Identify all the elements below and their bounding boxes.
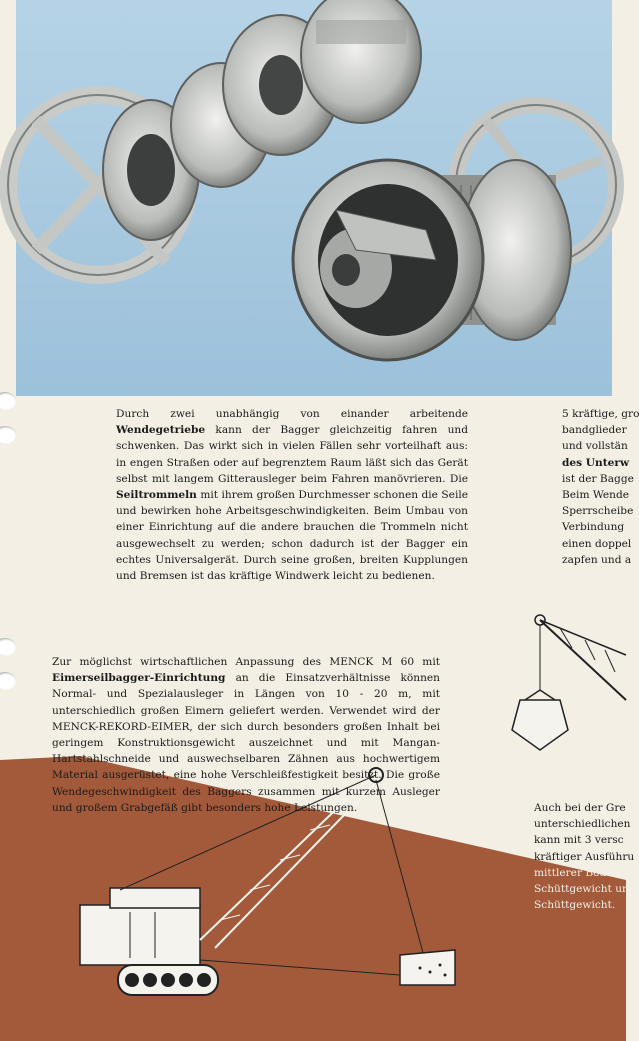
column-line: Schüttgewicht und xyxy=(534,883,636,896)
paragraph-text: an die Einsatzverhältnisse können Normal- und Spezialausleger in Längen von 10 - 20 m, mit unterschiedlich großen Eimern geliefert werden. Verwendet wird der MENCK-REKORD-EIMER, der sich durch besonders großen Inhalt bei geringem Konstruktionsgewicht auszeichnet und mit Mangan-Hartstahlschneide und auswechselbaren Zähnen aus hochwertigem Material ausgerüstet, eine hohe Verschleißfestigkeit besitzt. Die große Wendegeschwindigkeit des Baggers zusammen mit kurzem Ausleger und großem Grabgefäß gibt besonders hohe Leistungen. xyxy=(52,672,440,814)
column-line: unterschiedlichen xyxy=(534,818,631,831)
keyword-eimerseilbagger: Eimerseilbagger-Einrichtung xyxy=(52,672,226,685)
paragraph-text: kann der Bagger gleichzeitig fahren und schwenken. Das wirkt sich in vielen Fällen sehr vorteilhaft aus: in engen Straßen oder auf begrenztem Raum läßt sich das Gerät selbst mit langem Gitterausleger beim Fahren manövrieren. Die xyxy=(116,424,468,485)
keyword-wendegetriebe: Wendegetriebe xyxy=(116,424,206,437)
column-line: und vollstän xyxy=(562,440,628,453)
column-line: einen doppel xyxy=(562,537,632,550)
right-column-bottom xyxy=(534,800,636,920)
column-line: 5 kräftige, gro xyxy=(562,408,639,420)
column-line: mittlerer Böden, a xyxy=(534,866,633,879)
column-line: bandglieder xyxy=(562,424,627,437)
paragraph-text: mit ihrem großen Durchmesser schonen die Seile und bewirken hohe Arbeitsgeschwindigkeiten. Beim Umbau von einer Einrichtung auf die andere brauchen die Trommeln nicht ausgewechselt zu werden; schon dadurch ist der Bagger ein echtes Universalgerät. Durch seine großen, breiten Kupplungen und Bremsen ist das kräftige Windwerk leicht zu bedienen. xyxy=(116,489,468,583)
paragraph-text: Zur möglichst wirtschaftlichen Anpassung des MENCK M 60 mit xyxy=(52,656,440,668)
column-line: zapfen und a xyxy=(562,553,632,566)
column-line: kann mit 3 versc xyxy=(534,834,624,847)
column-line: Beim Wende xyxy=(562,489,630,502)
column-line: des Unterw xyxy=(562,456,630,469)
drive-description-paragraph xyxy=(116,406,468,584)
column-line: Auch bei der Gre xyxy=(534,802,626,814)
grab-crane-icon xyxy=(512,615,626,750)
right-column-top xyxy=(562,406,639,596)
column-line: Verbindung xyxy=(562,521,625,534)
bucket-description-paragraph xyxy=(52,654,440,816)
column-line: kräftiger Ausführu xyxy=(534,850,635,863)
column-line: ist der Bagge xyxy=(562,472,634,485)
paragraph-text: Durch zwei unabhängig von einander arbeitende xyxy=(116,408,468,420)
keyword-seiltrommeln: Seiltrommeln xyxy=(116,489,197,502)
column-line: Schüttgewicht. xyxy=(534,899,616,912)
column-line: Sperrscheibe xyxy=(562,505,634,518)
